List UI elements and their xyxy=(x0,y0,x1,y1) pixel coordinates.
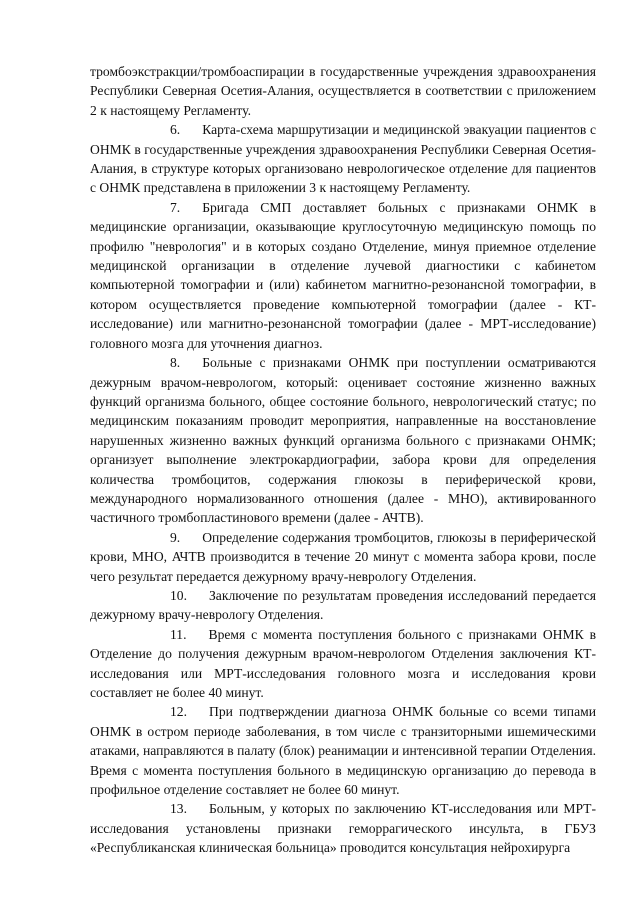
paragraph-text: Больным, у которых по заключению КТ-исследования или МРТ-исследования установлены признаки геморрагического инсульта, в ГБУЗ «Республиканская клиническая больница» проводится консультация нейрохирурга xyxy=(90,801,596,856)
paragraph-text: Время с момента поступления больного с признаками ОНМК в Отделение до получения дежурным врачом-неврологом Отделения заключения КТ-исследования или МРТ-исследования головного мозга и исследования крови составляет не более 40 минут. xyxy=(90,626,596,700)
paragraph-text: Бригада СМП доставляет больных с признаками ОНМК в медицинские организации, оказывающие круглосуточную медицинскую помощь по профилю "неврология" и в которых создано Отделение, минуя приемное отделение медицинской организации в отделение лучевой диагностики с кабинетом компьютерной томографии и (или) кабинетом магнитно-резонансной томографии, в котором осуществляется проведение компьютерной томографии (далее - КТ-исследование) или магнитно-резонансной томографии (далее - МРТ-исследование) головного мозга для уточнения диагноз. xyxy=(90,199,596,351)
paragraph-11 xyxy=(90,625,596,703)
paragraph-6 xyxy=(90,120,596,198)
paragraph-10 xyxy=(90,586,596,625)
paragraph-number: 7. xyxy=(170,199,181,215)
paragraph-number: 12. xyxy=(170,704,187,720)
paragraph-number: 13. xyxy=(170,801,187,817)
paragraph-text: Заключение по результатам проведения исследований передается дежурному врачу-неврологу Отделения. xyxy=(90,587,596,623)
paragraph-text: При подтверждении диагноза ОНМК больные со всеми типами ОНМК в остром периоде заболевания, в том числе с транзиторными ишемическими атаками, направляются в палату (блок) реанимации и интенсивной терапии Отделения. Время с момента поступления больного в медицинскую организацию до перевода в профильное отделение составляет не более 60 минут. xyxy=(90,704,596,798)
paragraph-text: Больные с признаками ОНМК при поступлении осматриваются дежурным врачом-неврологом, который: оценивает состояние жизненно важных функций организма больного, общее состояние больного, неврологический статус; по медицинским показаниям проводит мероприятия, направленные на восстановление нарушенных жизненно важных функций организма больного с признаками ОНМК; организует выполнение электрокардиографии, забора крови для определения количества тромбоцитов, содержания глюкозы в периферической крови, международного нормализованного отношения (далее - МНО), активированного частичного тромбопластинового времени (далее - АЧТВ). xyxy=(90,355,596,526)
paragraph-number: 9. xyxy=(170,529,181,545)
paragraph-continuation xyxy=(90,62,596,120)
paragraph-text: Определение содержания тромбоцитов, глюкозы в периферической крови, МНО, АЧТВ производится в течение 20 минут с момента забора крови, после чего результат передается дежурному врачу-неврологу Отделения. xyxy=(90,529,596,584)
paragraph-12 xyxy=(90,702,596,799)
paragraph-13 xyxy=(90,799,596,857)
paragraph-number: 11. xyxy=(170,626,187,642)
paragraph-9 xyxy=(90,528,596,586)
paragraph-number: 6. xyxy=(170,122,181,138)
paragraph-7 xyxy=(90,198,596,353)
paragraph-number: 8. xyxy=(170,355,181,371)
paragraph-8 xyxy=(90,353,596,528)
paragraph-number: 10. xyxy=(170,587,187,603)
paragraph-text: тромбоэкстракции/тромбоаспирации в государственные учреждения здравоохранения Республики Северная Осетия-Алания, осуществляется в соответствии с приложением 2 к настоящему Регламенту. xyxy=(90,64,596,118)
paragraph-text: Карта-схема маршрутизации и медицинской эвакуации пациентов с ОНМК в государственные учреждения здравоохранения Республики Северная Осетия-Алания, в структуре которых организовано неврологическое отделение для пациентов с ОНМК представлена в приложении 3 к настоящему Регламенту. xyxy=(90,122,596,196)
